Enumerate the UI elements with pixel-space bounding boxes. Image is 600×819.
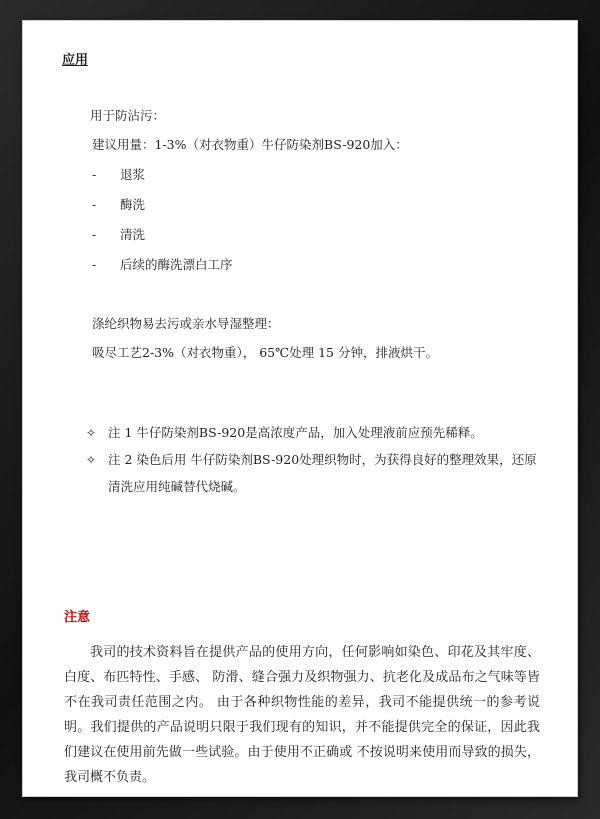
dash-bullet: -: [92, 257, 97, 272]
intro-line: 用于防沾污：: [90, 108, 166, 123]
step-item: [92, 197, 145, 213]
note-item: [86, 452, 537, 468]
polyester-heading: 涤纶织物易去污或亲水导湿整理：: [92, 316, 280, 331]
step-item: [92, 257, 233, 273]
section-title-application: 应用: [62, 53, 89, 68]
note-text: 注 1 牛仔防染剂BS-920是高浓度产品，加入处理液前应预先稀释。: [108, 425, 483, 440]
dash-bullet: -: [92, 227, 97, 242]
document-page: [22, 20, 578, 797]
step-item: [92, 227, 145, 243]
diamond-bullet-icon: ✧: [86, 453, 97, 467]
step-label: 退浆: [120, 167, 146, 182]
note-text: 注 2 染色后用 牛仔防染剂BS-920处理织物时，为获得良好的整理效果，还原: [108, 452, 537, 467]
exhaust-process-line: 吸尽工艺2-3%（对衣物重）， 65℃处理 15 分钟，排液烘干。: [92, 345, 438, 360]
note-item: [86, 425, 483, 441]
dash-bullet: -: [92, 167, 97, 182]
step-label: 后续的酶洗漂白工序: [120, 257, 233, 272]
step-item: [92, 167, 145, 183]
section-title-notice: 注意: [64, 610, 91, 625]
notice-paragraph: 我司的技术资料旨在提供产品的使用方向，任何影响如染色、印花及其牢度、白度、布匹特性、手感、 防滑、缝合强力及织物强力、抗老化及成品布之气味等皆不在我司责任范围之内。 由于各种织物性能的差异，我司不能提供统一的参考说明。我们提供的产品说明只限于我们现有的知识，并不能提供完全的保证，因此我们建议在使用前先做一些试验。由于使用不正确或 不按说明来使用而导致的损失，我司概不负责。: [64, 645, 540, 785]
step-label: 酶洗: [120, 197, 146, 212]
dosage-line: 建议用量：1-3%（对衣物重）牛仔防染剂BS-920加入：: [92, 137, 408, 152]
note-continuation: 清洗应用纯碱替代烧碱。: [108, 479, 246, 494]
dash-bullet: -: [92, 197, 97, 212]
step-label: 清洗: [120, 227, 146, 242]
diamond-bullet-icon: ✧: [86, 426, 97, 440]
